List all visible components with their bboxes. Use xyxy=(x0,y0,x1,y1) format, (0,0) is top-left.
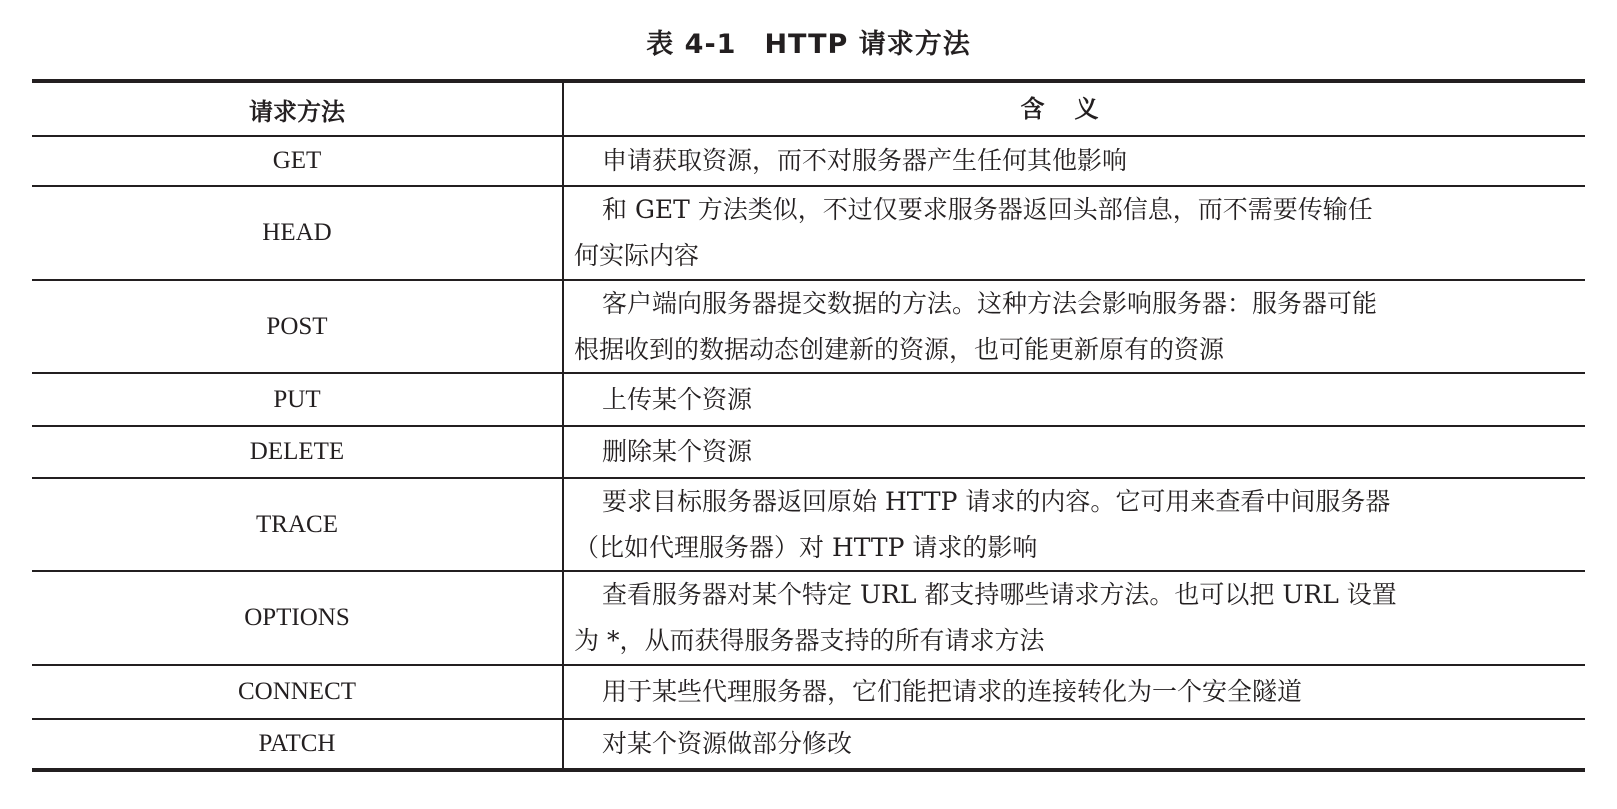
table-row xyxy=(32,479,1585,572)
method-cell: POST xyxy=(32,281,564,372)
meaning-line: 和 GET 方法类似，不过仅要求服务器返回头部信息，而不需要传输任 xyxy=(602,195,1373,224)
header-method: 请求方法 xyxy=(32,83,564,135)
table-header-row xyxy=(32,83,1585,137)
table-row xyxy=(32,720,1585,768)
meaning-line: 根据收到的数据动态创建新的资源，也可能更新原有的资源 xyxy=(574,334,1225,364)
method-cell: OPTIONS xyxy=(32,572,564,664)
meaning-line: 要求目标服务器返回原始 HTTP 请求的内容。它可用来查看中间服务器 xyxy=(602,486,1391,516)
table-row xyxy=(32,427,1585,479)
meaning-line: 删除某个资源 xyxy=(602,437,753,466)
method-cell: CONNECT xyxy=(32,666,564,718)
meaning-line: 用于某些代理服务器，它们能把请求的连接转化为一个安全隧道 xyxy=(602,677,1303,706)
http-methods-table xyxy=(32,79,1585,772)
table-row xyxy=(32,281,1585,374)
meaning-line: 上传某个资源 xyxy=(602,384,753,414)
meaning-cell xyxy=(564,187,1585,279)
meaning-line: 何实际内容 xyxy=(574,241,700,270)
method-cell: HEAD xyxy=(32,187,564,279)
meaning-cell xyxy=(564,137,1585,185)
method-cell: PUT xyxy=(32,374,564,425)
meaning-line: 为 *，从而获得服务器支持的所有请求方法 xyxy=(574,626,1045,655)
method-cell: TRACE xyxy=(32,479,564,570)
table-row xyxy=(32,374,1585,427)
header-meaning: 含义 xyxy=(1020,95,1129,123)
meaning-line: 对某个资源做部分修改 xyxy=(602,729,853,758)
table-row xyxy=(32,666,1585,720)
meaning-cell xyxy=(564,281,1585,372)
meaning-line: 客户端向服务器提交数据的方法。这种方法会影响服务器：服务器可能 xyxy=(602,288,1378,318)
meaning-cell xyxy=(564,479,1585,570)
table-title: 表 4-1 HTTP 请求方法 xyxy=(646,29,971,60)
meaning-cell xyxy=(564,374,1585,425)
table-row xyxy=(32,187,1585,281)
meaning-cell xyxy=(564,666,1585,718)
table-row xyxy=(32,572,1585,666)
method-cell: DELETE xyxy=(32,427,564,477)
meaning-line: 查看服务器对某个特定 URL 都支持哪些请求方法。也可以把 URL 设置 xyxy=(602,580,1397,609)
meaning-cell xyxy=(564,720,1585,768)
meaning-line: （比如代理服务器）对 HTTP 请求的影响 xyxy=(574,532,1038,562)
meaning-cell xyxy=(564,427,1585,477)
method-cell: PATCH xyxy=(32,720,564,768)
meaning-line: 申请获取资源，而不对服务器产生任何其他影响 xyxy=(602,146,1128,175)
meaning-cell xyxy=(564,572,1585,664)
table-row xyxy=(32,137,1585,187)
method-cell: GET xyxy=(32,137,564,185)
